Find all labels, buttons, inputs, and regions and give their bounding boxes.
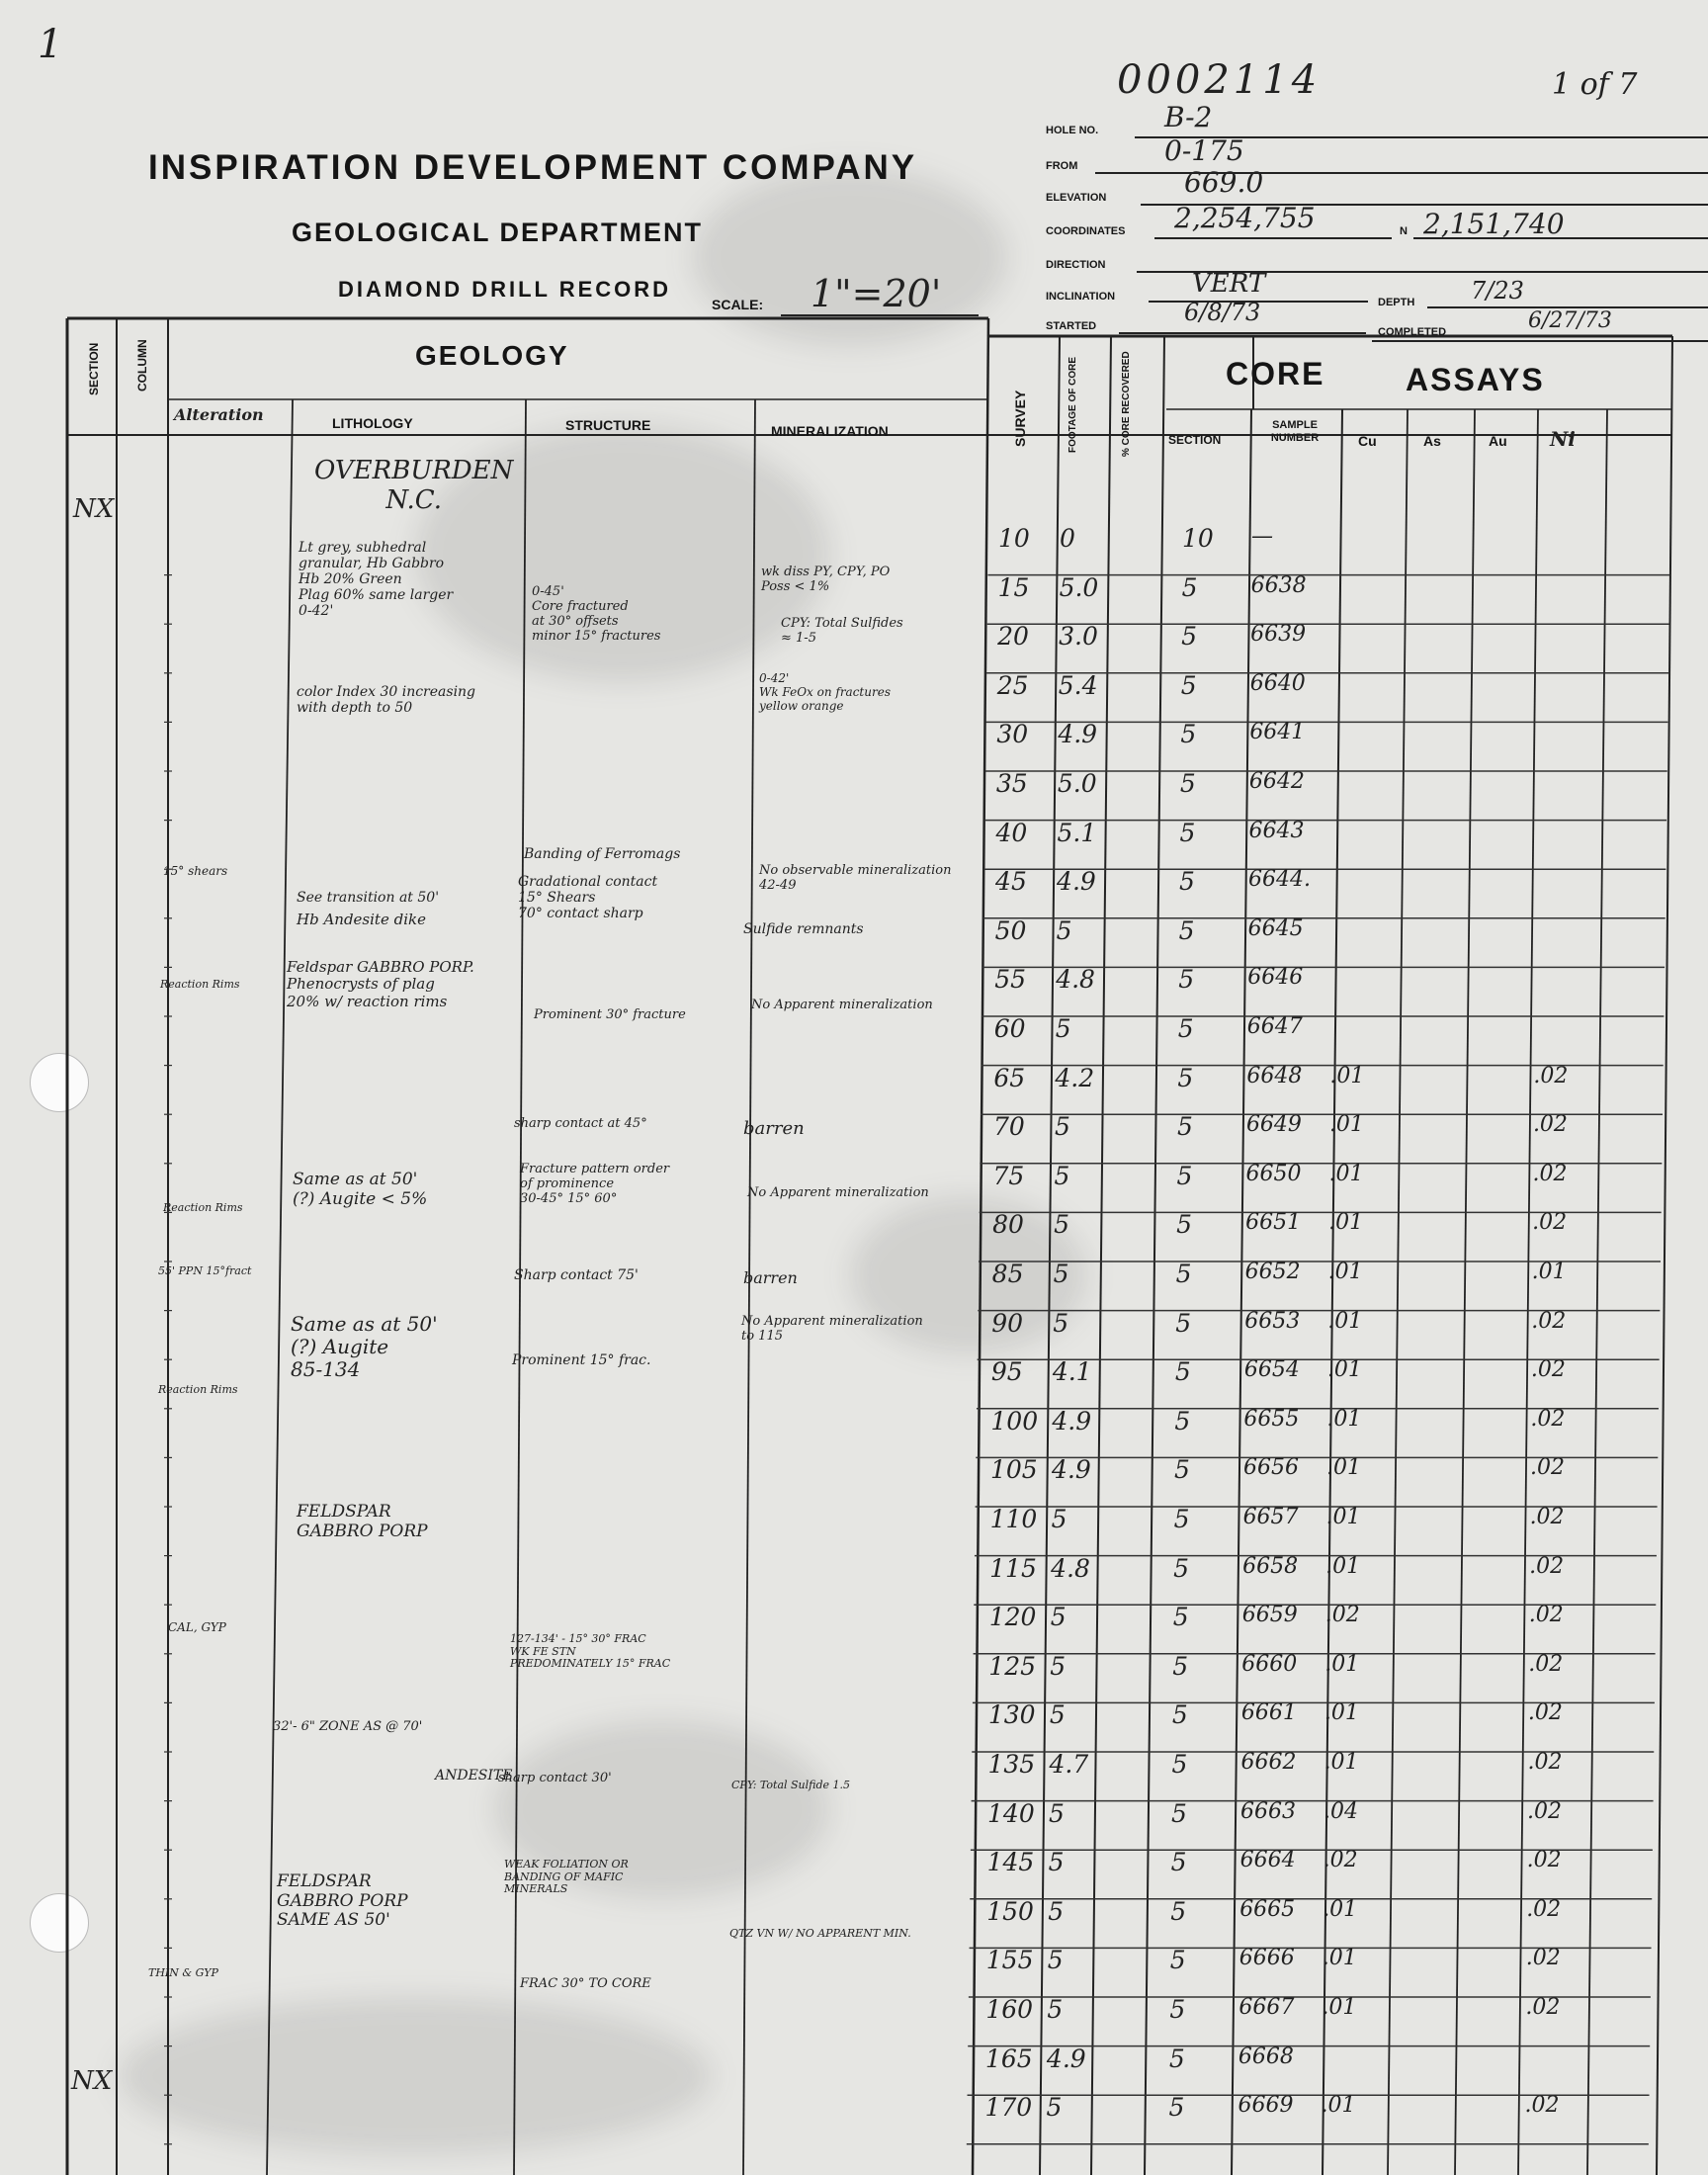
- mineralization-note: No observable mineralization 42-49: [759, 863, 952, 893]
- ni-assay: .02: [1529, 1455, 1565, 1481]
- structure-note: Prominent 15° frac.: [512, 1352, 651, 1368]
- core-footage: 5: [1054, 1210, 1069, 1240]
- sample-number: 6648: [1246, 1063, 1303, 1088]
- survey-depth: 125: [988, 1651, 1037, 1681]
- survey-depth: 35: [995, 769, 1028, 798]
- ni-assay: .02: [1527, 1798, 1563, 1824]
- structure-note: WEAK FOLIATION OR BANDING OF MAFIC MINERALS: [504, 1858, 629, 1896]
- core-section: 5: [1176, 1112, 1193, 1142]
- scale-value: 1"=20': [811, 272, 942, 315]
- section-header: SECTION: [87, 342, 101, 395]
- sample-number: 6662: [1240, 1750, 1297, 1775]
- mineralization-note: barren: [743, 1268, 798, 1287]
- sample-number: 6643: [1248, 818, 1305, 843]
- survey-depth: 90: [991, 1308, 1024, 1338]
- survey-depth: 100: [990, 1406, 1039, 1436]
- hole-no-label: HOLE NO.: [1046, 125, 1099, 136]
- corner-mark: 1: [38, 22, 63, 67]
- survey-depth: 95: [990, 1357, 1023, 1387]
- mineralization-note: 0-42' Wk FeOx on fractures yellow orange: [759, 671, 891, 713]
- cu-header: Cu: [1358, 433, 1377, 449]
- core-section: 5: [1181, 572, 1198, 602]
- survey-depth: 110: [989, 1505, 1038, 1533]
- document-number: 0002114: [1117, 57, 1322, 103]
- core-footage: 4.9: [1052, 1406, 1092, 1436]
- structure-note: sharp contact 30': [498, 1771, 612, 1785]
- cu-assay: .01: [1329, 1063, 1365, 1088]
- ni-assay: .02: [1526, 1848, 1562, 1873]
- core-section: 5: [1175, 1308, 1192, 1338]
- ni-assay: .02: [1525, 1995, 1561, 2020]
- core-footage: 5: [1048, 1848, 1065, 1877]
- au-header: Au: [1489, 433, 1507, 449]
- survey-depth: 120: [988, 1603, 1037, 1632]
- survey-depth: 170: [984, 2093, 1033, 2123]
- core-footage: 5: [1046, 2093, 1063, 2123]
- core-footage: 4.1: [1052, 1357, 1092, 1387]
- structure-note: 0-45' Core fractured at 30° offsets minor 15° fractures: [532, 584, 661, 644]
- core-footage: 5: [1047, 1995, 1064, 2024]
- alteration-header: Alteration: [174, 405, 264, 424]
- cu-assay: .01: [1324, 1700, 1359, 1726]
- survey-depth: 65: [993, 1063, 1026, 1092]
- survey-depth: 85: [991, 1260, 1024, 1288]
- core-footage: 5: [1050, 1603, 1067, 1632]
- started-value: 6/8/73: [1184, 299, 1261, 326]
- recovered-header: % CORE RECOVERED: [1121, 351, 1132, 457]
- core-footage: 4.9: [1058, 720, 1098, 749]
- structure-note: Gradational contact 15° Shears 70° contact sharp: [518, 874, 658, 922]
- scale-label: SCALE:: [712, 297, 764, 312]
- ni-assay: .02: [1529, 1505, 1565, 1529]
- inclination-label: INCLINATION: [1046, 291, 1116, 303]
- core-footage: 5.0: [1057, 769, 1097, 798]
- sample-number: —: [1251, 524, 1273, 549]
- lithology-note: See transition at 50': [297, 890, 440, 906]
- completed-value: 6/27/73: [1528, 308, 1612, 333]
- hole-no-value: B-2: [1164, 101, 1213, 133]
- inclination-value: VERT: [1192, 269, 1266, 299]
- structure-note: Sharp contact 75': [514, 1267, 639, 1283]
- sample-number: 6655: [1243, 1406, 1300, 1432]
- sample-number-header: SAMPLE NUMBER: [1270, 419, 1320, 445]
- core-footage: 4.2: [1055, 1063, 1095, 1092]
- department-name: GEOLOGICAL DEPARTMENT: [292, 218, 704, 247]
- core-footage: 0: [1060, 524, 1075, 553]
- lithology-note: Feldspar GABBRO PORP. Phenocrysts of plag 20% w/ reaction rims: [287, 958, 474, 1010]
- cu-assay: .01: [1325, 1505, 1361, 1529]
- structure-note: 127-134' - 15° 30° FRAC WK FE STN PREDOMINATELY 15° FRAC: [510, 1632, 671, 1671]
- structure-note: FRAC 30° TO CORE: [520, 1976, 651, 1991]
- core-section: 5: [1168, 2044, 1185, 2073]
- from-value: 0-175: [1164, 134, 1244, 167]
- core-section: 5: [1181, 622, 1198, 652]
- sample-number: 6668: [1238, 2044, 1294, 2069]
- sample-number: 6659: [1241, 1603, 1298, 1628]
- alteration-note: 55' PPN 15°fract: [158, 1264, 252, 1277]
- cu-assay: .01: [1328, 1210, 1364, 1236]
- core-section: 5: [1178, 915, 1195, 945]
- mineralization-header: MINERALIZATION: [771, 423, 889, 439]
- core-footage: 5: [1047, 1946, 1064, 1975]
- direction-label: DIRECTION: [1046, 259, 1106, 271]
- survey-depth: 145: [986, 1848, 1035, 1877]
- sample-number: 6657: [1242, 1505, 1299, 1529]
- alteration-note: Reaction Rims: [163, 1201, 243, 1214]
- sample-number: 6647: [1246, 1014, 1303, 1039]
- lithology-note: color Index 30 increasing with depth to 50: [297, 684, 476, 717]
- record-type: DIAMOND DRILL RECORD: [338, 277, 672, 302]
- survey-depth: 165: [984, 2044, 1033, 2073]
- sample-number: 6638: [1250, 572, 1307, 598]
- structure-note: Prominent 30° fracture: [534, 1007, 686, 1022]
- core-section: 5: [1170, 1896, 1187, 1926]
- sample-number: 6652: [1244, 1260, 1301, 1284]
- core-footage: 5: [1054, 1112, 1070, 1142]
- survey-depth: 115: [989, 1553, 1037, 1583]
- sample-number: 6644.: [1248, 867, 1312, 893]
- mineralization-note: barren: [743, 1118, 805, 1139]
- core-section: 5: [1171, 1700, 1188, 1730]
- core-section: 5: [1179, 769, 1196, 798]
- sample-number: 6666: [1238, 1946, 1295, 1971]
- sample-number: 6645: [1247, 915, 1304, 941]
- core-section: 5: [1179, 867, 1195, 897]
- lithology-note: ANDESITE: [435, 1768, 513, 1784]
- core-section: 5: [1176, 1210, 1192, 1240]
- sample-number: 6653: [1244, 1308, 1301, 1334]
- lithology-note: FELDSPAR GABBRO PORP: [297, 1502, 428, 1541]
- ni-assay: .02: [1526, 1896, 1562, 1922]
- ni-assay: .02: [1532, 1161, 1568, 1186]
- survey-depth: 140: [987, 1798, 1035, 1828]
- core-section: 5: [1179, 818, 1196, 847]
- cu-assay: .01: [1324, 1651, 1360, 1677]
- core-section: 5: [1180, 670, 1197, 700]
- alteration-note: THIN & GYP: [148, 1966, 218, 1979]
- core-section: 5: [1176, 1161, 1193, 1190]
- core-footage: 5.0: [1059, 572, 1099, 602]
- sample-number: 6660: [1241, 1651, 1298, 1677]
- page-mark: 1 of 7: [1552, 67, 1638, 102]
- core-section: 5: [1173, 1455, 1190, 1485]
- section-mark-top: NX: [73, 494, 115, 524]
- core-section: 5: [1172, 1651, 1189, 1681]
- section-mark-bottom: NX: [71, 2066, 113, 2096]
- lithology-note: FELDSPAR GABBRO PORP SAME AS 50': [277, 1871, 408, 1931]
- core-footage: 5: [1053, 1260, 1069, 1288]
- sample-number: 6650: [1245, 1161, 1302, 1186]
- ni-assay: .02: [1527, 1750, 1563, 1775]
- company-name: INSPIRATION DEVELOPMENT COMPANY: [148, 148, 918, 187]
- core-section: 5: [1171, 1750, 1188, 1779]
- survey-depth: 45: [995, 867, 1027, 897]
- column-header: COLUMN: [135, 339, 149, 392]
- core-header: CORE: [1226, 356, 1325, 392]
- sample-number: 6651: [1245, 1210, 1302, 1236]
- core-footage: 5: [1051, 1505, 1068, 1533]
- core-section: 5: [1177, 1063, 1194, 1092]
- structure-note: sharp contact at 45°: [514, 1116, 647, 1131]
- survey-depth: 70: [992, 1112, 1025, 1142]
- core-section: 5: [1173, 1505, 1190, 1533]
- footage-header: FOOTAGE OF CORE: [1068, 356, 1078, 453]
- coordinates-n-value: 2,151,740: [1423, 208, 1565, 240]
- core-section: 5: [1169, 1946, 1186, 1975]
- lithology-header: LITHOLOGY: [332, 415, 413, 431]
- survey-depth: 135: [987, 1750, 1036, 1779]
- alteration-note: Reaction Rims: [160, 978, 240, 991]
- elevation-value: 669.0: [1184, 166, 1264, 199]
- sample-number: 6658: [1242, 1553, 1299, 1579]
- core-section: 5: [1175, 1260, 1192, 1288]
- sample-number: 6646: [1247, 965, 1304, 991]
- ni-assay: .02: [1532, 1112, 1568, 1138]
- mineralization-note: QTZ VN W/ NO APPARENT MIN.: [729, 1927, 911, 1940]
- coordinates-e-value: 2,254,755: [1174, 202, 1316, 234]
- as-header: As: [1423, 433, 1441, 449]
- ni-assay: .02: [1530, 1357, 1566, 1383]
- lithology-note: Lt grey, subhedral granular, Hb Gabbro Hb 20% Green Plag 60% same larger 0-42': [299, 540, 454, 620]
- core-footage: 5: [1049, 1798, 1065, 1828]
- ni-assay: .02: [1531, 1308, 1567, 1334]
- alteration-note: 15° shears: [163, 864, 228, 878]
- cu-assay: .04: [1324, 1798, 1359, 1824]
- structure-note: Banding of Ferromags: [524, 846, 681, 862]
- survey-depth: 155: [985, 1946, 1034, 1975]
- ni-assay: .01: [1531, 1260, 1567, 1284]
- assays-header: ASSAYS: [1406, 362, 1545, 397]
- cu-assay: .01: [1326, 1406, 1362, 1432]
- cu-assay: .01: [1322, 1995, 1357, 2020]
- sample-number: 6654: [1243, 1357, 1300, 1383]
- sample-number: 6667: [1238, 1995, 1295, 2020]
- started-label: STARTED: [1046, 320, 1097, 332]
- survey-depth: 160: [985, 1995, 1034, 2024]
- survey-depth: 25: [996, 670, 1029, 700]
- core-section: 5: [1170, 1848, 1187, 1877]
- core-footage: 5: [1056, 915, 1072, 945]
- core-section: 5: [1171, 1798, 1187, 1828]
- core-section: 5: [1168, 2093, 1185, 2123]
- depth-value: 7/23: [1471, 277, 1524, 304]
- cu-assay: .01: [1322, 1946, 1357, 1971]
- cu-assay: .01: [1328, 1112, 1364, 1138]
- core-footage: 4.8: [1056, 965, 1095, 995]
- core-section: 5: [1169, 1995, 1186, 2024]
- cu-assay: .01: [1324, 1750, 1359, 1775]
- survey-depth: 80: [992, 1210, 1024, 1240]
- ni-assay: .02: [1529, 1553, 1565, 1579]
- survey-depth: 150: [986, 1896, 1034, 1926]
- cu-assay: .01: [1327, 1308, 1363, 1334]
- elevation-label: ELEVATION: [1046, 192, 1107, 204]
- structure-header: STRUCTURE: [565, 417, 651, 433]
- core-footage: 4.9: [1051, 1455, 1091, 1485]
- core-section: 5: [1180, 720, 1197, 749]
- lithology-note: Same as at 50' (?) Augite < 5%: [293, 1170, 428, 1209]
- sample-number: 6665: [1239, 1896, 1296, 1922]
- core-footage: 3.0: [1059, 622, 1098, 652]
- core-section: 5: [1178, 965, 1195, 995]
- sample-number: 6641: [1249, 720, 1306, 745]
- ni-header: Ni: [1550, 427, 1576, 451]
- ni-assay: .02: [1524, 2093, 1560, 2119]
- core-footage: 5.4: [1058, 670, 1098, 700]
- core-section: 5: [1173, 1553, 1190, 1583]
- geology-header: GEOLOGY: [415, 340, 569, 371]
- survey-depth: 55: [994, 965, 1027, 995]
- mineralization-note: No Apparent mineralization: [747, 1185, 929, 1200]
- survey-depth: 50: [994, 915, 1027, 945]
- core-section: 10: [1182, 524, 1214, 553]
- survey-depth: 30: [996, 720, 1029, 749]
- core-footage: 4.8: [1051, 1553, 1090, 1583]
- core-footage: 5.1: [1057, 818, 1097, 847]
- ni-assay: .02: [1533, 1063, 1569, 1088]
- mineralization-note: No Apparent mineralization to 115: [741, 1314, 923, 1344]
- cu-assay: .01: [1323, 1896, 1358, 1922]
- survey-depth: 60: [993, 1014, 1026, 1043]
- sample-number: 6664: [1239, 1848, 1296, 1873]
- mineralization-note: Sulfide remnants: [743, 921, 864, 937]
- survey-depth: 40: [995, 818, 1028, 847]
- mineralization-note: CPY: Total Sulfide 1.5: [731, 1779, 851, 1791]
- cu-assay: .02: [1324, 1603, 1360, 1628]
- survey-depth: 105: [989, 1455, 1038, 1485]
- sample-number: 6639: [1250, 622, 1307, 648]
- survey-depth: 20: [997, 622, 1029, 652]
- mineralization-note: No Apparent mineralization: [751, 998, 933, 1012]
- survey-depth: 130: [987, 1700, 1036, 1730]
- mineralization-note: CPY: Total Sulfides ≈ 1-5: [781, 616, 903, 646]
- lithology-note: OVERBURDEN N.C.: [314, 456, 514, 515]
- coordinates-n-label: N: [1400, 225, 1408, 237]
- from-label: FROM: [1046, 160, 1078, 172]
- ni-assay: .02: [1525, 1946, 1561, 1971]
- ni-assay: .02: [1528, 1651, 1564, 1677]
- ni-assay: .02: [1532, 1210, 1568, 1236]
- survey-depth: 15: [997, 572, 1030, 602]
- sample-number: 6642: [1248, 769, 1305, 794]
- cu-assay: .01: [1321, 2093, 1356, 2119]
- lithology-note: Same as at 50' (?) Augite 85-134: [291, 1312, 438, 1381]
- depth-label: DEPTH: [1378, 297, 1415, 308]
- sample-number: 6640: [1249, 670, 1306, 696]
- core-footage: 5: [1049, 1700, 1066, 1730]
- core-footage: 5: [1053, 1308, 1069, 1338]
- core-section: 5: [1172, 1603, 1189, 1632]
- core-footage: 4.7: [1049, 1750, 1089, 1779]
- core-footage: 5: [1050, 1651, 1067, 1681]
- core-footage: 4.9: [1057, 867, 1096, 897]
- survey-depth: 10: [998, 524, 1030, 553]
- core-section: 5: [1174, 1357, 1191, 1387]
- core-footage: 5: [1048, 1896, 1065, 1926]
- completed-label: COMPLETED: [1378, 326, 1447, 338]
- lithology-note: Hb Andesite dike: [297, 911, 426, 928]
- sample-number: 6649: [1245, 1112, 1302, 1138]
- ni-assay: .02: [1528, 1603, 1564, 1628]
- coordinates-label: COORDINATES: [1046, 225, 1126, 237]
- cu-assay: .01: [1326, 1357, 1362, 1383]
- sample-number: 6669: [1238, 2093, 1294, 2119]
- core-footage: 5: [1055, 1014, 1071, 1043]
- alteration-note: Reaction Rims: [158, 1383, 238, 1396]
- lithology-note: 32'- 6" ZONE AS @ 70': [273, 1719, 423, 1734]
- cu-assay: .02: [1323, 1848, 1358, 1873]
- cu-assay: .01: [1325, 1455, 1361, 1481]
- survey-depth: 75: [992, 1161, 1025, 1190]
- cu-assay: .01: [1328, 1161, 1364, 1186]
- core-section: 5: [1174, 1406, 1191, 1436]
- cu-assay: .01: [1325, 1553, 1361, 1579]
- sample-number: 6663: [1240, 1798, 1297, 1824]
- sample-number: 6661: [1240, 1700, 1297, 1726]
- core-footage: 4.9: [1046, 2044, 1086, 2073]
- survey-header: SURVEY: [1012, 390, 1028, 447]
- alteration-note: CAL, GYP: [168, 1620, 226, 1634]
- structure-note: Fracture pattern order of prominence 30-45° 15° 60°: [520, 1162, 670, 1206]
- core-section-header: SECTION: [1168, 433, 1222, 447]
- cu-assay: .01: [1327, 1260, 1363, 1284]
- ni-assay: .02: [1527, 1700, 1563, 1726]
- mineralization-note: wk diss PY, CPY, PO Poss < 1%: [761, 565, 891, 594]
- sample-number: 6656: [1242, 1455, 1299, 1481]
- core-footage: 5: [1054, 1161, 1070, 1190]
- ni-assay: .02: [1530, 1406, 1566, 1432]
- core-section: 5: [1177, 1014, 1194, 1043]
